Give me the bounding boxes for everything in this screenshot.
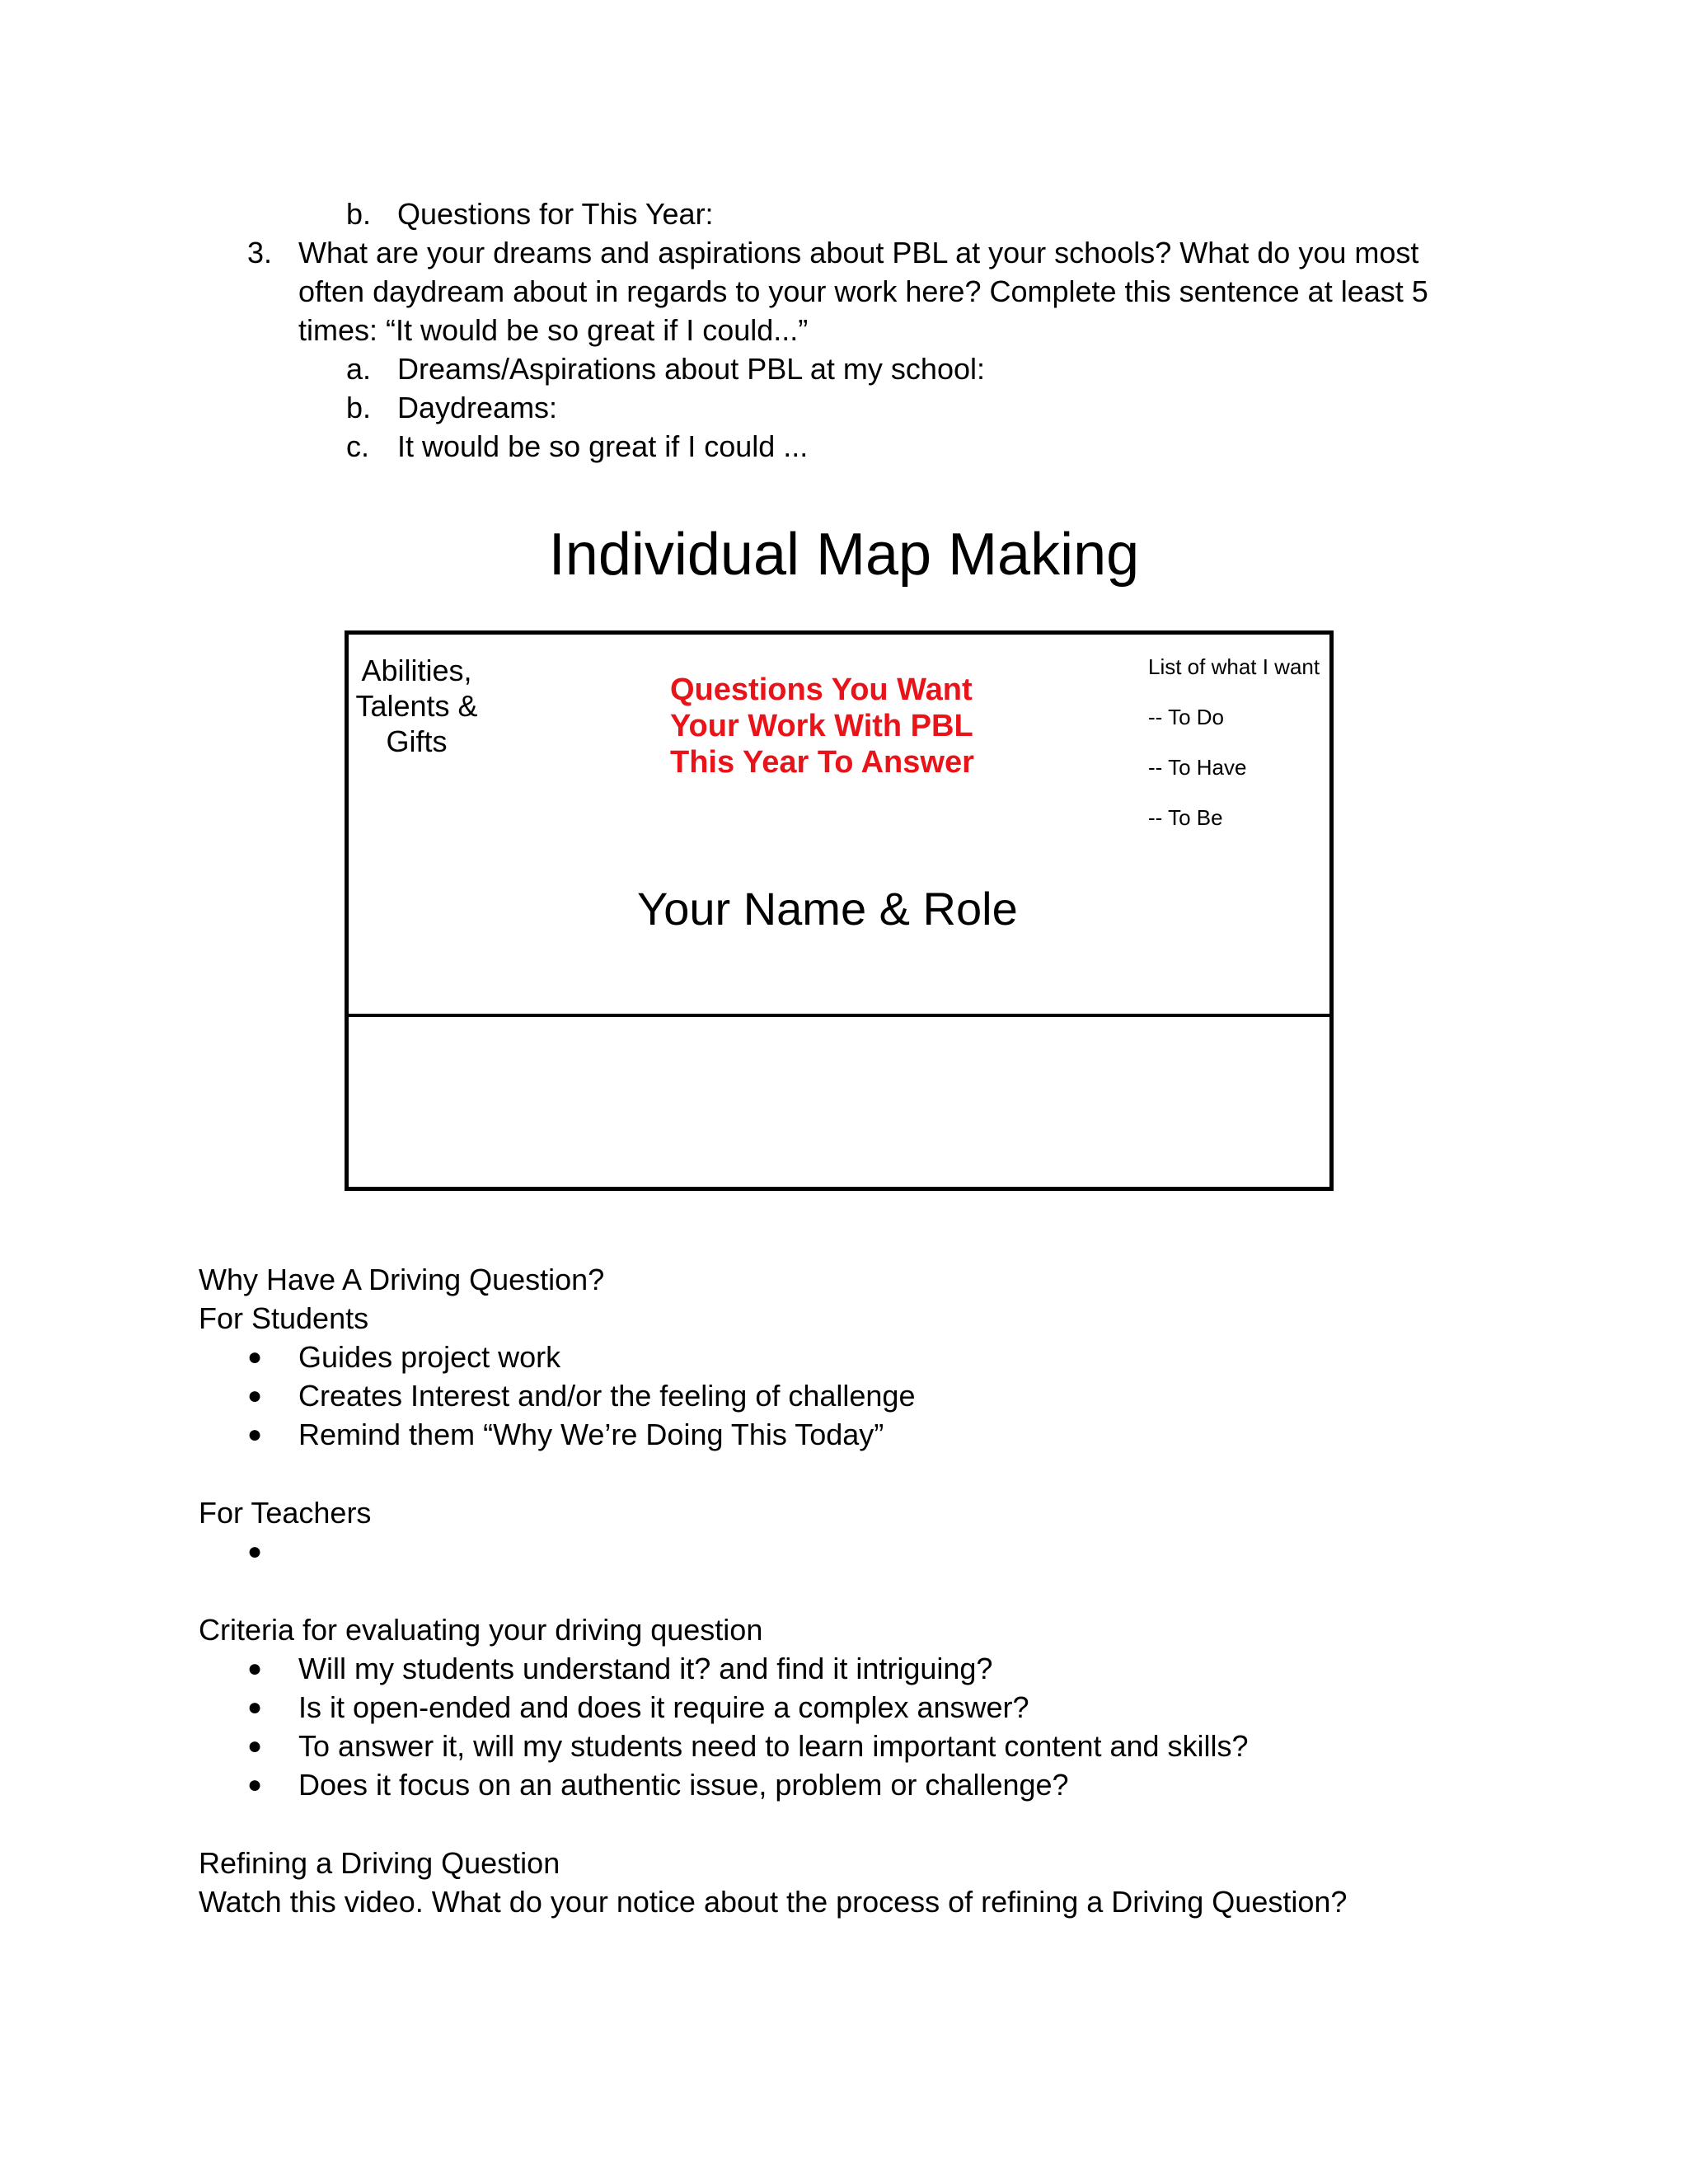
criteria-item-3: To answer it, will my students need to learn important content and skills?	[298, 1729, 1249, 1763]
abilities-label: Abilities, Talents & Gifts	[355, 654, 478, 758]
item-3-line-1: What are your dreams and aspirations about PBL at your schools? What do you most	[298, 236, 1419, 269]
item-3-line-3: times: “It would be so great if I could...”	[298, 313, 809, 347]
for-students-heading: For Students	[199, 1301, 369, 1335]
so-great-item: It would be so great if I could ...	[397, 429, 809, 463]
bullet: ●	[247, 1771, 263, 1798]
bullet: ●	[247, 1655, 263, 1682]
list-marker-3: 3.	[247, 236, 273, 269]
map-diagram	[345, 630, 1334, 1191]
map-divider	[349, 1014, 1329, 1017]
questions-label: Questions You Want Your Work With PBL This Year To Answer	[670, 673, 974, 780]
criteria-item-4: Does it focus on an authentic issue, problem or challenge?	[298, 1768, 1069, 1802]
criteria-item-1: Will my students understand it? and find it intriguing?	[298, 1652, 993, 1685]
wants-to-have: -- To Have	[1148, 755, 1247, 780]
wants-heading: List of what I want	[1148, 654, 1320, 679]
map-title: Individual Map Making	[548, 522, 1140, 588]
bullet: ●	[247, 1694, 263, 1721]
students-item-1: Guides project work	[298, 1340, 561, 1374]
bullet: ●	[247, 1421, 263, 1448]
refining-text: Watch this video. What do your notice about the process of refining a Driving Question?	[199, 1885, 1348, 1919]
refining-heading: Refining a Driving Question	[199, 1846, 560, 1880]
students-item-2: Creates Interest and/or the feeling of challenge	[298, 1379, 916, 1413]
students-item-3: Remind them “Why We’re Doing This Today”	[298, 1418, 884, 1451]
daydreams-item: Daydreams:	[397, 391, 558, 424]
list-marker-b: b.	[346, 391, 372, 424]
bullet: ●	[247, 1732, 263, 1760]
wants-list	[1148, 654, 1320, 855]
driving-question-heading: Why Have A Driving Question?	[199, 1263, 605, 1296]
criteria-heading: Criteria for evaluating your driving question	[199, 1613, 763, 1647]
criteria-item-2: Is it open-ended and does it require a complex answer?	[298, 1690, 1029, 1724]
list-marker-b: b.	[346, 197, 372, 231]
dreams-aspirations-item: Dreams/Aspirations about PBL at my school:	[397, 352, 985, 386]
bullet: ●	[247, 1382, 263, 1409]
list-marker-a: a.	[346, 352, 372, 386]
wants-to-do: -- To Do	[1148, 705, 1224, 729]
bullet: ●	[247, 1343, 263, 1371]
list-marker-c: c.	[346, 429, 370, 463]
wants-to-be: -- To Be	[1148, 805, 1223, 830]
for-teachers-heading: For Teachers	[199, 1496, 372, 1530]
bullet: ●	[247, 1538, 263, 1565]
name-role-label: Your Name & Role	[637, 883, 1018, 935]
questions-this-year-item: Questions for This Year:	[397, 197, 714, 231]
item-3-line-2: often daydream about in regards to your work here? Complete this sentence at least 5	[298, 274, 1428, 308]
